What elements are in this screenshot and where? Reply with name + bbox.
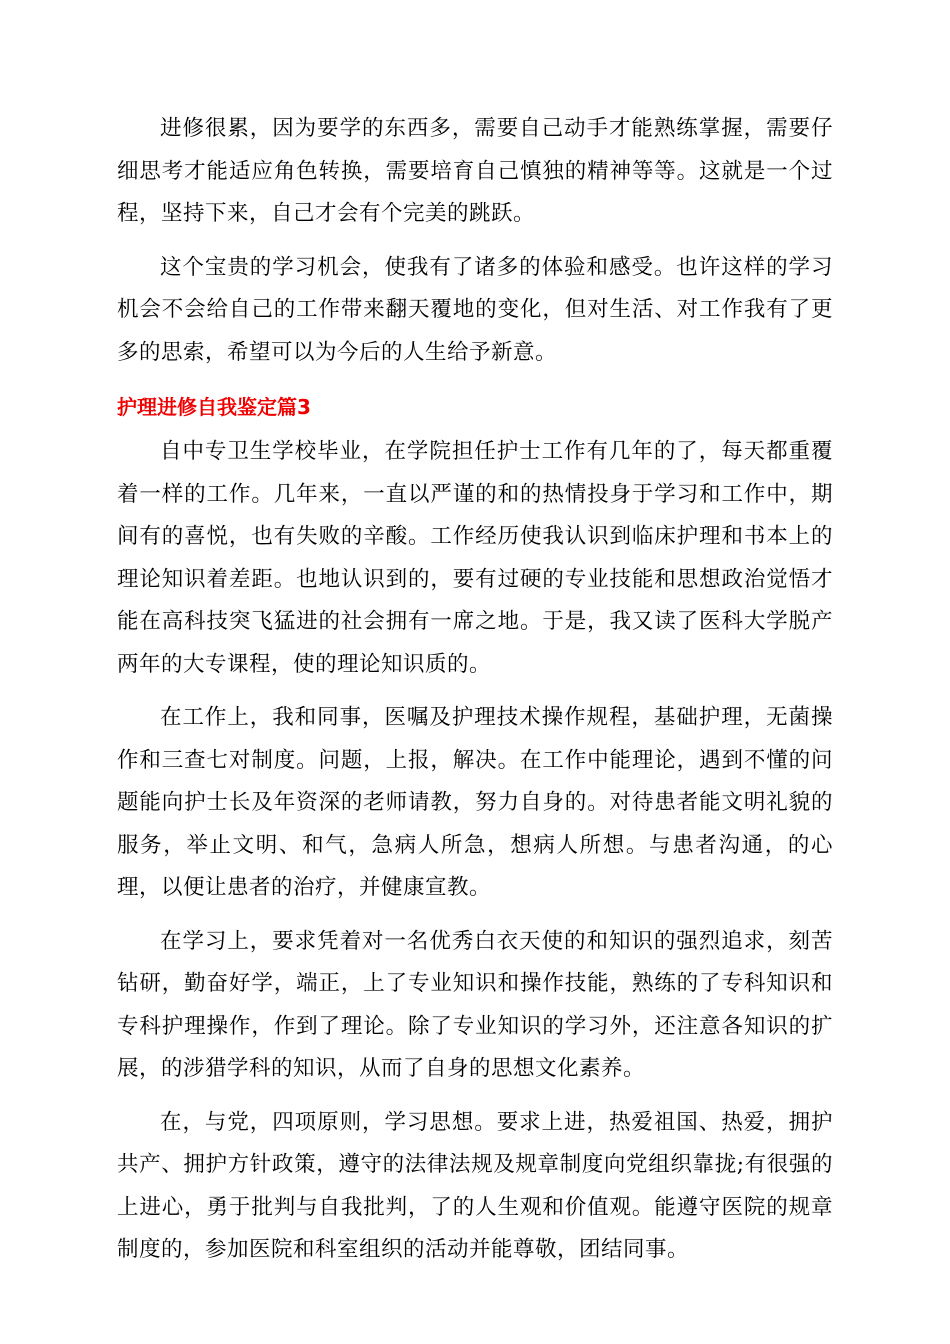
paragraph-section-1: 自中专卫生学校毕业，在学院担任护士工作有几年的了，每天都重覆着一样的工作。几年来，一直以严谨的和的热情投身于学习和工作中，期间有的喜悦，也有失败的辛酸。工作经历使我认识到临床护理和书本上的理论知识着差距。也地认识到的，要有过硬的专业技能和思想政治觉悟才能在高科技突飞猛进的社会拥有一席之地。于是，我又读了医科大学脱产两年的大专课程，使的理论知识质的。: [117, 439, 833, 677]
paragraph-section-4: 在，与党，四项原则，学习思想。要求上进，热爱祖国、热爱，拥护共产、拥护方针政策，遵守的法律法规及规章制度向党组织靠拢;有很强的上进心，勇于批判与自我批判，了的人生观和价值观。能遵守医院的规章制度的，参加医院和科室组织的活动并能尊敬，团结同事。: [117, 1109, 833, 1262]
paragraph-section-2: 在工作上，我和同事，医嘱及护理技术操作规程，基础护理，无菌操作和三查七对制度。问题，上报，解决。在工作中能理论，遇到不懂的问题能向护士长及年资深的老师请教，努力自身的。对待患者能文明礼貌的服务，举止文明、和气，急病人所急，想病人所想。与患者沟通，的心理，以便让患者的治疗，并健康宣教。: [117, 705, 833, 900]
section-heading: 护理进修自我鉴定篇3: [117, 395, 311, 419]
document-page: [117, 108, 833, 1272]
paragraph-intro-1: 进修很累，因为要学的东西多，需要自己动手才能熟练掌握，需要仔细思考才能适应角色转换，需要培育自己慎独的精神等等。这就是一个过程，坚持下来，自己才会有个完美的跳跃。: [117, 116, 833, 226]
paragraph-intro-2: 这个宝贵的学习机会，使我有了诸多的体验和感受。也许这样的学习机会不会给自己的工作带来翻天覆地的变化，但对生活、对工作我有了更多的思索，希望可以为今后的人生给予新意。: [117, 254, 833, 365]
paragraph-section-3: 在学习上，要求凭着对一名优秀白衣天使的和知识的强烈追求，刻苦钻研，勤奋好学，端正，上了专业知识和操作技能，熟练的了专科知识和专科护理操作，作到了理论。除了专业知识的学习外，还注意各知识的扩展，的涉猎学科的知识，从而了自身的思想文化素养。: [117, 928, 833, 1081]
